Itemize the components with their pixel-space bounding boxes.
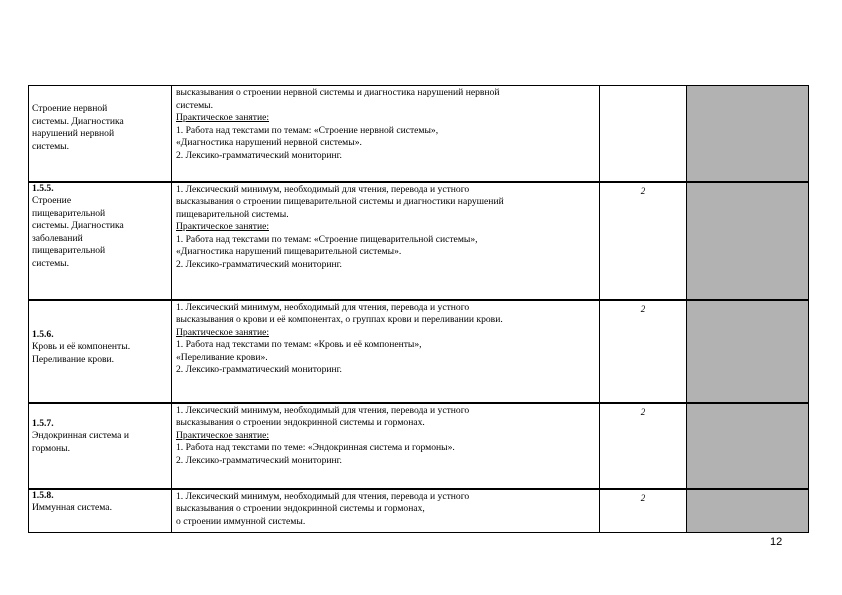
topic-text: нарушений нервной [32,128,115,140]
content-text: высказывания о строении эндокринной системы и гормонах, [176,503,425,515]
table-row [29,86,809,182]
content-cell [172,86,600,182]
topic-cell [29,403,172,489]
practical-heading: Практическое занятие: [176,326,270,338]
content-cell [172,403,600,489]
content-text: высказывания о крови и её компонентах, о группах крови и переливании крови. [176,314,503,326]
grey-cell [687,86,809,182]
curriculum-table [28,85,809,533]
topic-text: заболеваний [32,232,83,244]
content-cell [172,300,600,403]
topic-text: Иммунная система. [32,502,112,514]
content-text: 1. Работа над текстами по теме: «Эндокринная система и гормоны». [176,442,455,454]
topic-text: системы. Диагностика [32,220,124,232]
topic-text: системы. [32,140,70,152]
content-text: 1. Работа над текстами по темам: «Кровь и её компоненты», [176,339,422,351]
content-text: 1. Работа над текстами по темам: «Строение пищеварительной системы», [176,233,478,245]
content-text: 2. Лексико-грамматический мониторинг. [176,259,342,271]
practical-heading: Практическое занятие: [176,429,270,441]
hours-cell [600,86,687,182]
topic-text: Переливание крови. [32,353,115,365]
hours-cell: 2 [600,489,687,533]
content-text: 2. Лексико-грамматический мониторинг. [176,454,342,466]
hours-cell: 2 [600,182,687,300]
grey-cell [687,300,809,403]
practical-heading: Практическое занятие: [176,221,270,233]
topic-code: 1.5.5. [32,182,54,194]
content-cell [172,182,600,300]
topic-cell [29,86,172,182]
content-text: пищеварительной системы. [176,208,289,220]
content-text: высказывания о строении пищеварительной системы и диагностики нарушений [176,196,504,208]
content-cell [172,489,600,533]
hours-cell: 2 [600,403,687,489]
content-text: 1. Лексический минимум, необходимый для чтения, перевода и устного [176,404,470,416]
grey-cell [687,403,809,489]
content-text: 2. Лексико-грамматический мониторинг. [176,149,342,161]
topic-text: пищеварительной [32,207,106,219]
table-row [29,300,809,403]
topic-text: системы. [32,258,70,270]
topic-text: пищеварительной [32,245,106,257]
content-text: высказывания о строении эндокринной системы и гормонах. [176,417,425,429]
topic-text: Строение нервной [32,103,108,114]
hours-cell: 2 [600,300,687,403]
topic-cell [29,182,172,300]
topic-text: Строение [32,195,72,207]
content-text: 2. Лексико-грамматический мониторинг. [176,364,342,376]
content-text: 1. Лексический минимум, необходимый для чтения, перевода и устного [176,490,470,502]
content-text: системы. [176,99,214,111]
topic-text: Эндокринная система и [32,430,129,442]
topic-code: 1.5.6. [32,328,54,340]
content-text: «Диагностика нарушений нервной системы». [176,137,362,149]
content-text: о строении иммунной системы. [176,515,306,527]
practical-heading: Практическое занятие: [176,112,270,124]
topic-cell [29,300,172,403]
grey-cell [687,489,809,533]
content-text: высказывания о строении нервной системы и диагностика нарушений нервной [176,87,500,98]
topic-text: гормоны. [32,442,70,454]
page-number: 12 [770,536,783,548]
content-text: «Переливание крови». [176,351,268,363]
table-row [29,182,809,300]
content-text: 1. Лексический минимум, необходимый для чтения, перевода и устного [176,301,470,313]
table-row [29,489,809,533]
grey-cell [687,182,809,300]
content-text: 1. Лексический минимум, необходимый для чтения, перевода и устного [176,183,470,195]
content-text: «Диагностика нарушений пищеварительной системы». [176,246,402,258]
topic-code: 1.5.7. [32,417,54,429]
topic-code: 1.5.8. [32,489,54,501]
content-text: 1. Работа над текстами по темам: «Строение нервной системы», [176,124,439,136]
topic-cell [29,489,172,533]
topic-text: Кровь и её компоненты. [32,341,131,353]
topic-text: системы. Диагностика [32,115,124,127]
table-row [29,403,809,489]
